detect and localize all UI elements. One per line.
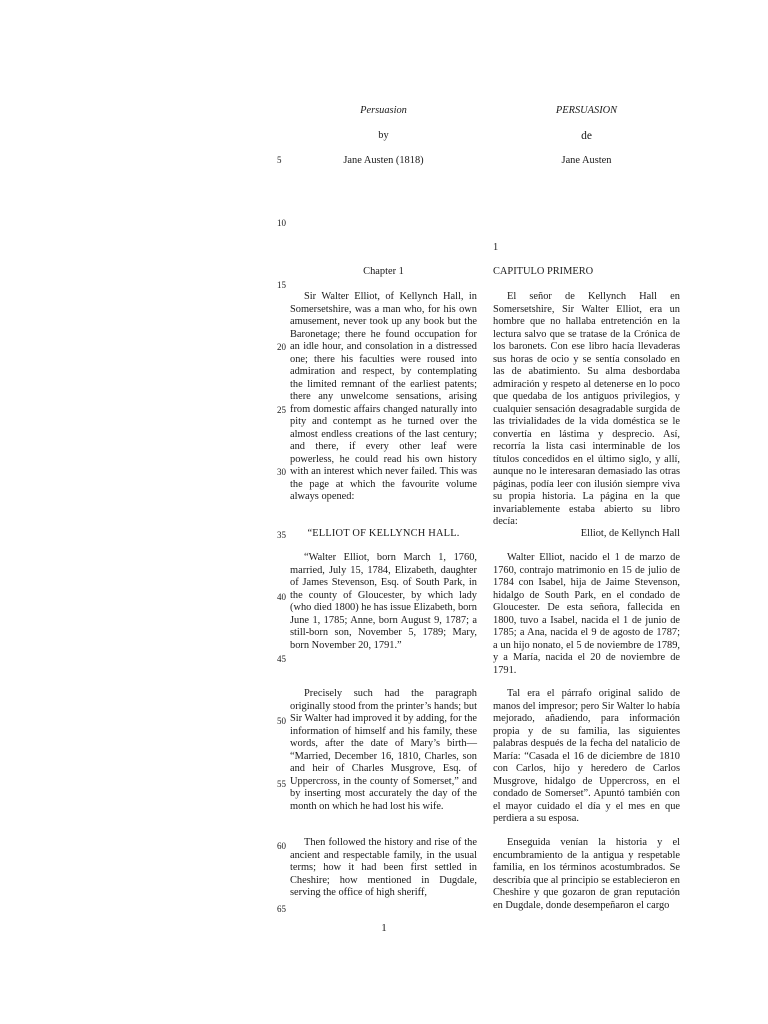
english-author: Jane Austen (1818) [343, 155, 424, 166]
line-number: 40 [277, 592, 286, 602]
line-number: 55 [277, 779, 286, 789]
spanish-author: Jane Austen [561, 155, 612, 166]
english-chapter-heading: Chapter 1 [363, 266, 404, 277]
spanish-heading-elliot: Elliot, de Kellynch Hall [580, 528, 680, 539]
page-number: 1 [381, 922, 387, 934]
line-number: 35 [277, 530, 286, 540]
spanish-paragraph-2: Walter Elliot, nacido el 1 de marzo de 1760, contrajo matrimonio en 15 de julio de 1784 con Isabel, hija de Jaime Stevenson, hidalgo de South Park, en el condado de Gloucester. De esta señora, fallecida en 1800, tuvo a Isabel, nacida el 1 de junio de 1785; a Ana, nacida el 9 de agosto de 1787; a un hijo nonato, el 5 de noviembre de 1789, y a María, nacida el 20 de noviembre de 1791. [493, 552, 680, 676]
english-by: by [378, 130, 389, 141]
spanish-chapter-number: 1 [493, 242, 499, 253]
spanish-paragraph-1: El señor de Kellynch Hall en Somersetshire, Sir Walter Elliot, era un hombre que no hallaba entretención en la lectura salvo que se tratase de la Crónica de los baronets. Con ese libro hacía llevaderas sus horas de ocio y se sentía consolado en las de abatimiento. Su alma desbordaba admiración y respeto al detenerse en lo poco que quedaba de los antiguos privilegios, y cualquier sensación desagradable surgida de las trivialidades de la vida doméstica se le convertía en lástima y desprecio. Así, recorría la lista casi interminable de los títulos concedidos en el último siglo, y allí, aunque no le interesaran demasiado las otras páginas, podía leer con ilusión siempre viva su propia historia. La página en la que invariablemente estaba abierto su libro decía: [493, 291, 680, 527]
line-number: 30 [277, 467, 286, 477]
line-number: 60 [277, 841, 286, 851]
english-paragraph-4: Then followed the history and rise of the ancient and respectable family, in the usual terms; how it had been first settled in Cheshire; how mentioned in Dugdale, serving the office of high sheriff, [290, 837, 477, 898]
english-heading-elliot: “ELLIOT OF KELLYNCH HALL. [307, 528, 460, 539]
english-paragraph-2: “Walter Elliot, born March 1, 1760, married, July 15, 1784, Elizabeth, daughter of James Stevenson, Esq. of South Park, in the county of Gloucester, by which lady (who died 1800) he has issue Elizabeth, born June 1, 1785; Anne, born August 9, 1787; a still-born son, November 5, 1789; Mary, born November 20, 1791.” [290, 552, 477, 651]
spanish-de: de [581, 130, 592, 142]
english-paragraph-1: Sir Walter Elliot, of Kellynch Hall, in Somersetshire, was a man who, for his own amusement, never took up any book but the Baronetage; there he found occupation for an idle hour, and consolation in a distressed one; there his faculties were roused into admiration and respect, by contemplating the limited remnant of the earliest patents; there any unwelcome sensations, arising from domestic affairs changed naturally into pity and contempt as he turned over the almost endless creations of the last century; and there, if every other leaf were powerless, he could read his own history with an interest which never failed. This was the page at which the favourite volume always opened: [290, 291, 477, 502]
line-number: 25 [277, 405, 286, 415]
line-number: 65 [277, 904, 286, 914]
english-title: Persuasion [360, 105, 407, 116]
spanish-paragraph-3: Tal era el párrafo original salido de manos del impresor; pero Sir Walter lo había mejorado, añadiendo, para información propia y de su familia, las siguientes palabras después de la fecha del natalicio de María: “Casada el 16 de diciembre de 1810 con Carlos, hijo y heredero de Carlos Musgrove, hidalgo de Uppercross, en el condado de Somerset”. Apuntó también con el mayor cuidado el día y el mes en que perdiera a su esposa. [493, 688, 680, 824]
spanish-paragraph-4: Enseguida venían la historia y el encumbramiento de la antigua y respetable familia, en los términos acostumbrados. Se describía que al principio se establecieron en Cheshire y que gozaron de gran reputación en Dugdale, donde desempeñaron el cargo [493, 837, 680, 911]
english-paragraph-3: Precisely such had the paragraph originally stood from the printer’s hands; but Sir Walter had improved it by adding, for the information of himself and his family, these words, after the date of Mary’s birth— “Married, December 16, 1810, Charles, son and heir of Charles Musgrove, Esq. of Uppercross, in the county of Somerset,” and by inserting most accurately the day of the month on which he had lost his wife. [290, 688, 477, 812]
line-number: 45 [277, 654, 286, 664]
line-number: 50 [277, 716, 286, 726]
line-number: 20 [277, 342, 286, 352]
spanish-title: PERSUASION [555, 105, 618, 116]
line-number: 10 [277, 218, 286, 228]
spanish-chapter-heading: CAPITULO PRIMERO [493, 266, 594, 277]
line-number: 15 [277, 280, 286, 290]
line-number: 5 [277, 155, 282, 165]
